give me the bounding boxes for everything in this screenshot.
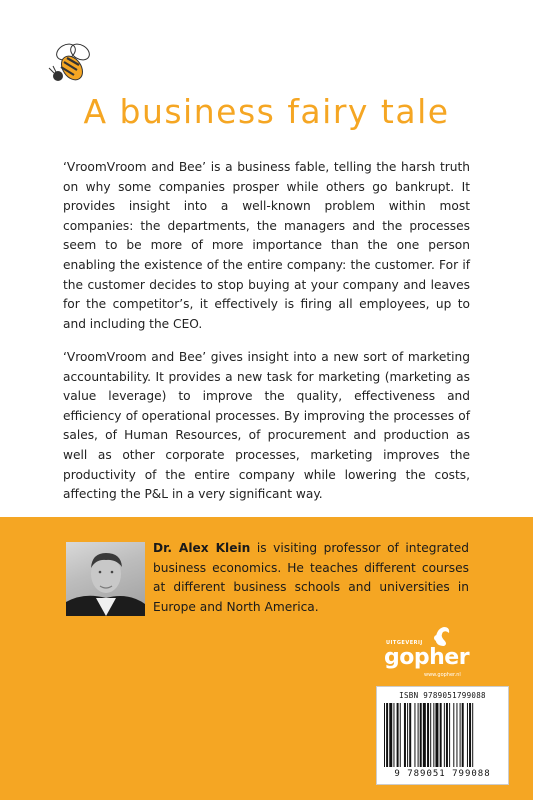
- cover-bottom-section: [0, 517, 533, 800]
- author-bio: [153, 539, 469, 617]
- barcode-bar: [393, 703, 394, 767]
- barcode-bar: [404, 703, 406, 767]
- author-photo: [66, 542, 145, 616]
- barcode-bar: [400, 703, 401, 767]
- title-heading: A business fairy tale: [83, 92, 450, 131]
- description-paragraph-2: ‘VroomVroom and Bee’ gives insight into a new sort of marketing accountability. It provides a new task for marketing (marketing as value leverage) to improve the quality, effectiveness and efficiency of operational processes. By improving the processes of sales, of Human Resources, of procurement and production as well as other corporate processes, marketing improves the productivity of the entire company while lowering the costs, affecting the P&L in a very significant way.: [63, 350, 470, 502]
- barcode-bar: [460, 703, 461, 767]
- barcode-bar: [389, 703, 392, 767]
- barcode-bar: [409, 703, 411, 767]
- barcode-bar: [472, 703, 473, 767]
- barcode-bar: [440, 703, 442, 767]
- barcode-bar: [462, 703, 464, 767]
- barcode-bar: [420, 703, 422, 767]
- barcode-bar: [444, 703, 445, 767]
- barcode: [376, 686, 509, 785]
- barcode-bar: [423, 703, 426, 767]
- barcode-bar: [435, 703, 438, 767]
- publisher-url: www.gopher.nl: [424, 672, 461, 678]
- barcode-bar: [386, 703, 388, 767]
- bee-icon: [44, 40, 98, 88]
- barcode-bar: [433, 703, 434, 767]
- barcode-bar: [446, 703, 448, 767]
- description-paragraph-1: ‘VroomVroom and Bee’ is a business fable, telling the harsh truth on why some companies prosper while others go bankrupt. It provides insight into a well-known problem within most companies: the departments, the managers and the processes seem to be more of more importance than the one person enabling the existence of the entire company: the customer. For if the customer decides to stop buying at your company and leaves for the competitor’s, it effectively is firing all employees, up to and including the CEO.: [63, 160, 470, 331]
- publisher-name: gopher: [384, 645, 470, 670]
- publisher-prefix: UITGEVERIJ: [386, 640, 423, 646]
- publisher-logo: [380, 624, 470, 682]
- barcode-bar: [427, 703, 429, 767]
- author-bio-text: is visiting professor of integrated business economics. He teaches different courses at different business schools and universities in Europe and North America.: [153, 541, 469, 614]
- barcode-bar: [384, 703, 385, 767]
- barcode-bar: [397, 703, 399, 767]
- barcode-bars: [384, 703, 501, 767]
- barcode-bar: [449, 703, 450, 767]
- barcode-bar: [467, 703, 468, 767]
- barcode-bar: [414, 703, 415, 767]
- isbn-digits: 9 789051 799088: [394, 769, 491, 779]
- barcode-bar: [456, 703, 457, 767]
- author-name: Dr. Alex Klein: [153, 541, 251, 555]
- barcode-bar: [430, 703, 431, 767]
- barcode-bar: [407, 703, 408, 767]
- isbn-label: ISBN 9789051799088: [399, 691, 486, 700]
- barcode-bar: [469, 703, 471, 767]
- barcode-bar: [418, 703, 419, 767]
- barcode-bar: [453, 703, 454, 767]
